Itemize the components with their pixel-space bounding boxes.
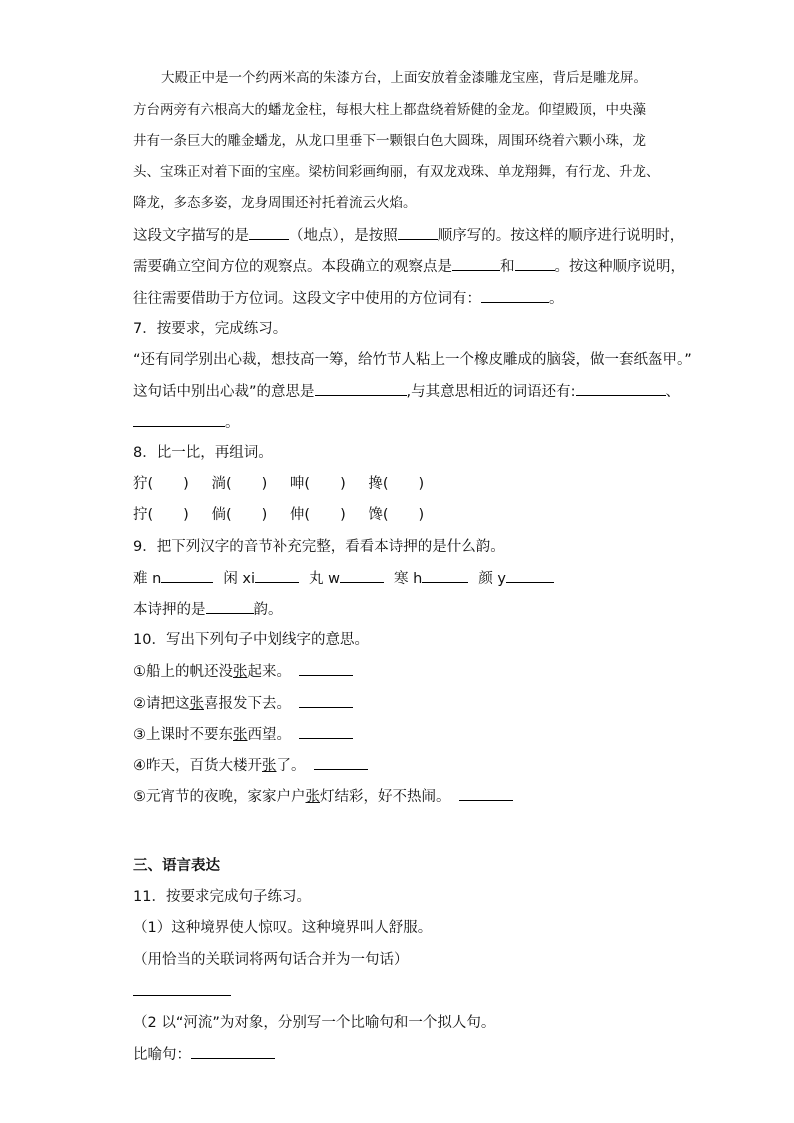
- answer-blank[interactable]: [161, 568, 213, 583]
- answer-blank[interactable]: [299, 724, 353, 739]
- answer-blank[interactable]: [133, 412, 225, 427]
- answer-blank[interactable]: [299, 693, 353, 708]
- passage-line: 头、宝珠正对着下面的宝座。梁枋间彩画绚丽，有双龙戏珠、单龙翔舞，有行龙、升龙、: [133, 164, 660, 180]
- passage-line: 井有一条巨大的雕金蟠龙，从龙口里垂下一颗银白色大圆珠，周围环绕着六颗小珠，龙: [133, 133, 646, 149]
- answer-blank[interactable]: [481, 288, 549, 303]
- q6-line1: 这段文字描写的是 （地点），是按照 顺序写的。按这样的顺序进行说明时，: [133, 225, 684, 246]
- answer-blank[interactable]: [315, 381, 407, 396]
- answer-blank[interactable]: [133, 981, 231, 996]
- word-pair: 拧( ): [133, 507, 189, 523]
- q11-part1: （1）这种境界使人惊叹。这种境界叫人舒服。: [133, 920, 433, 936]
- q9-title: 9．把下列汉字的音节补充完整，看看本诗押的是什么韵。: [133, 539, 505, 555]
- passage-line: 降龙，多态多姿，龙身周围还衬托着流云火焰。: [133, 195, 417, 211]
- word-pair: 搀( ): [368, 476, 425, 492]
- answer-blank[interactable]: [576, 381, 666, 396]
- answer-blank[interactable]: [506, 568, 554, 583]
- word-pair: 呻( ): [289, 476, 346, 492]
- q11-title: 11．按要求完成句子练习。: [133, 889, 311, 905]
- q9-items: 难 n 闲 xi 丸 w 寒 h 颜 y: [133, 568, 554, 589]
- answer-blank[interactable]: [314, 755, 368, 770]
- q11-part1-note: （用恰当的关联词将两句话合并为一句话）: [133, 952, 409, 968]
- word-pair: 狞( ): [133, 476, 189, 492]
- q10-sentence: ①船上的帆还没张起来。: [133, 661, 353, 682]
- q11-part2: （2 以“河流”为对象，分别写一个比喻句和一个拟人句。: [133, 1015, 496, 1031]
- q7-quote: “还有同学别出心裁，想技高一筹，给竹节人粘上一个橡皮雕成的脑袋，做一套纸盔甲。”: [133, 352, 692, 368]
- word-pair: 馋( ): [368, 507, 425, 523]
- answer-blank[interactable]: [340, 568, 384, 583]
- q10-sentence: ③上课时不要东张西望。: [133, 724, 353, 745]
- q10-sentence: ④昨天，百货大楼开张了。: [133, 755, 368, 776]
- q11-simile-line: 比喻句：: [133, 1044, 275, 1065]
- answer-blank[interactable]: [452, 256, 500, 271]
- q11-part1-answer: [133, 981, 231, 1002]
- answer-blank[interactable]: [515, 256, 555, 271]
- q8-row1: [133, 474, 442, 494]
- q6-line3: 往往需要借助于方位词。这段文字中使用的方位词有： 。: [133, 288, 564, 309]
- answer-blank[interactable]: [206, 599, 254, 614]
- answer-blank[interactable]: [398, 225, 438, 240]
- q9-answer: 本诗押的是 韵。: [133, 599, 283, 620]
- answer-blank[interactable]: [249, 225, 289, 240]
- answer-blank[interactable]: [459, 786, 513, 801]
- section-heading: 三、语言表达: [133, 858, 220, 874]
- q7-title: 7．按要求，完成练习。: [133, 321, 288, 337]
- passage-line: 方台两旁有六根高大的蟠龙金柱，每根大柱上都盘绕着矫健的金龙。仰望殿顶，中央藻: [133, 102, 646, 118]
- word-pair: 伸( ): [289, 507, 346, 523]
- q8-row2: [133, 505, 442, 525]
- q8-title: 8．比一比，再组词。: [133, 445, 273, 461]
- q10-title: 10．写出下列句子中划线字的意思。: [133, 632, 369, 648]
- answer-blank[interactable]: [255, 568, 299, 583]
- answer-blank[interactable]: [299, 661, 353, 676]
- q10-sentence: ②请把这张喜报发下去。: [133, 693, 353, 714]
- answer-blank[interactable]: [422, 568, 468, 583]
- word-pair: 倘( ): [211, 507, 268, 523]
- q7-line2: 这句话中别出心裁”的意思是 ,与其意思相近的词语还有: 、: [133, 381, 680, 402]
- q10-sentence: ⑤元宵节的夜晚，家家户户张灯结彩，好不热闹。: [133, 786, 513, 807]
- word-pair: 淌( ): [211, 476, 268, 492]
- answer-blank[interactable]: [191, 1044, 275, 1059]
- passage-line: 大殿正中是一个约两米高的朱漆方台，上面安放着金漆雕龙宝座，背后是雕龙屏。: [161, 70, 647, 86]
- q7-line3: 。: [133, 412, 240, 433]
- q6-line2: 需要确立空间方位的观察点。本段确立的观察点是 和 。按这种顺序说明，: [133, 256, 685, 277]
